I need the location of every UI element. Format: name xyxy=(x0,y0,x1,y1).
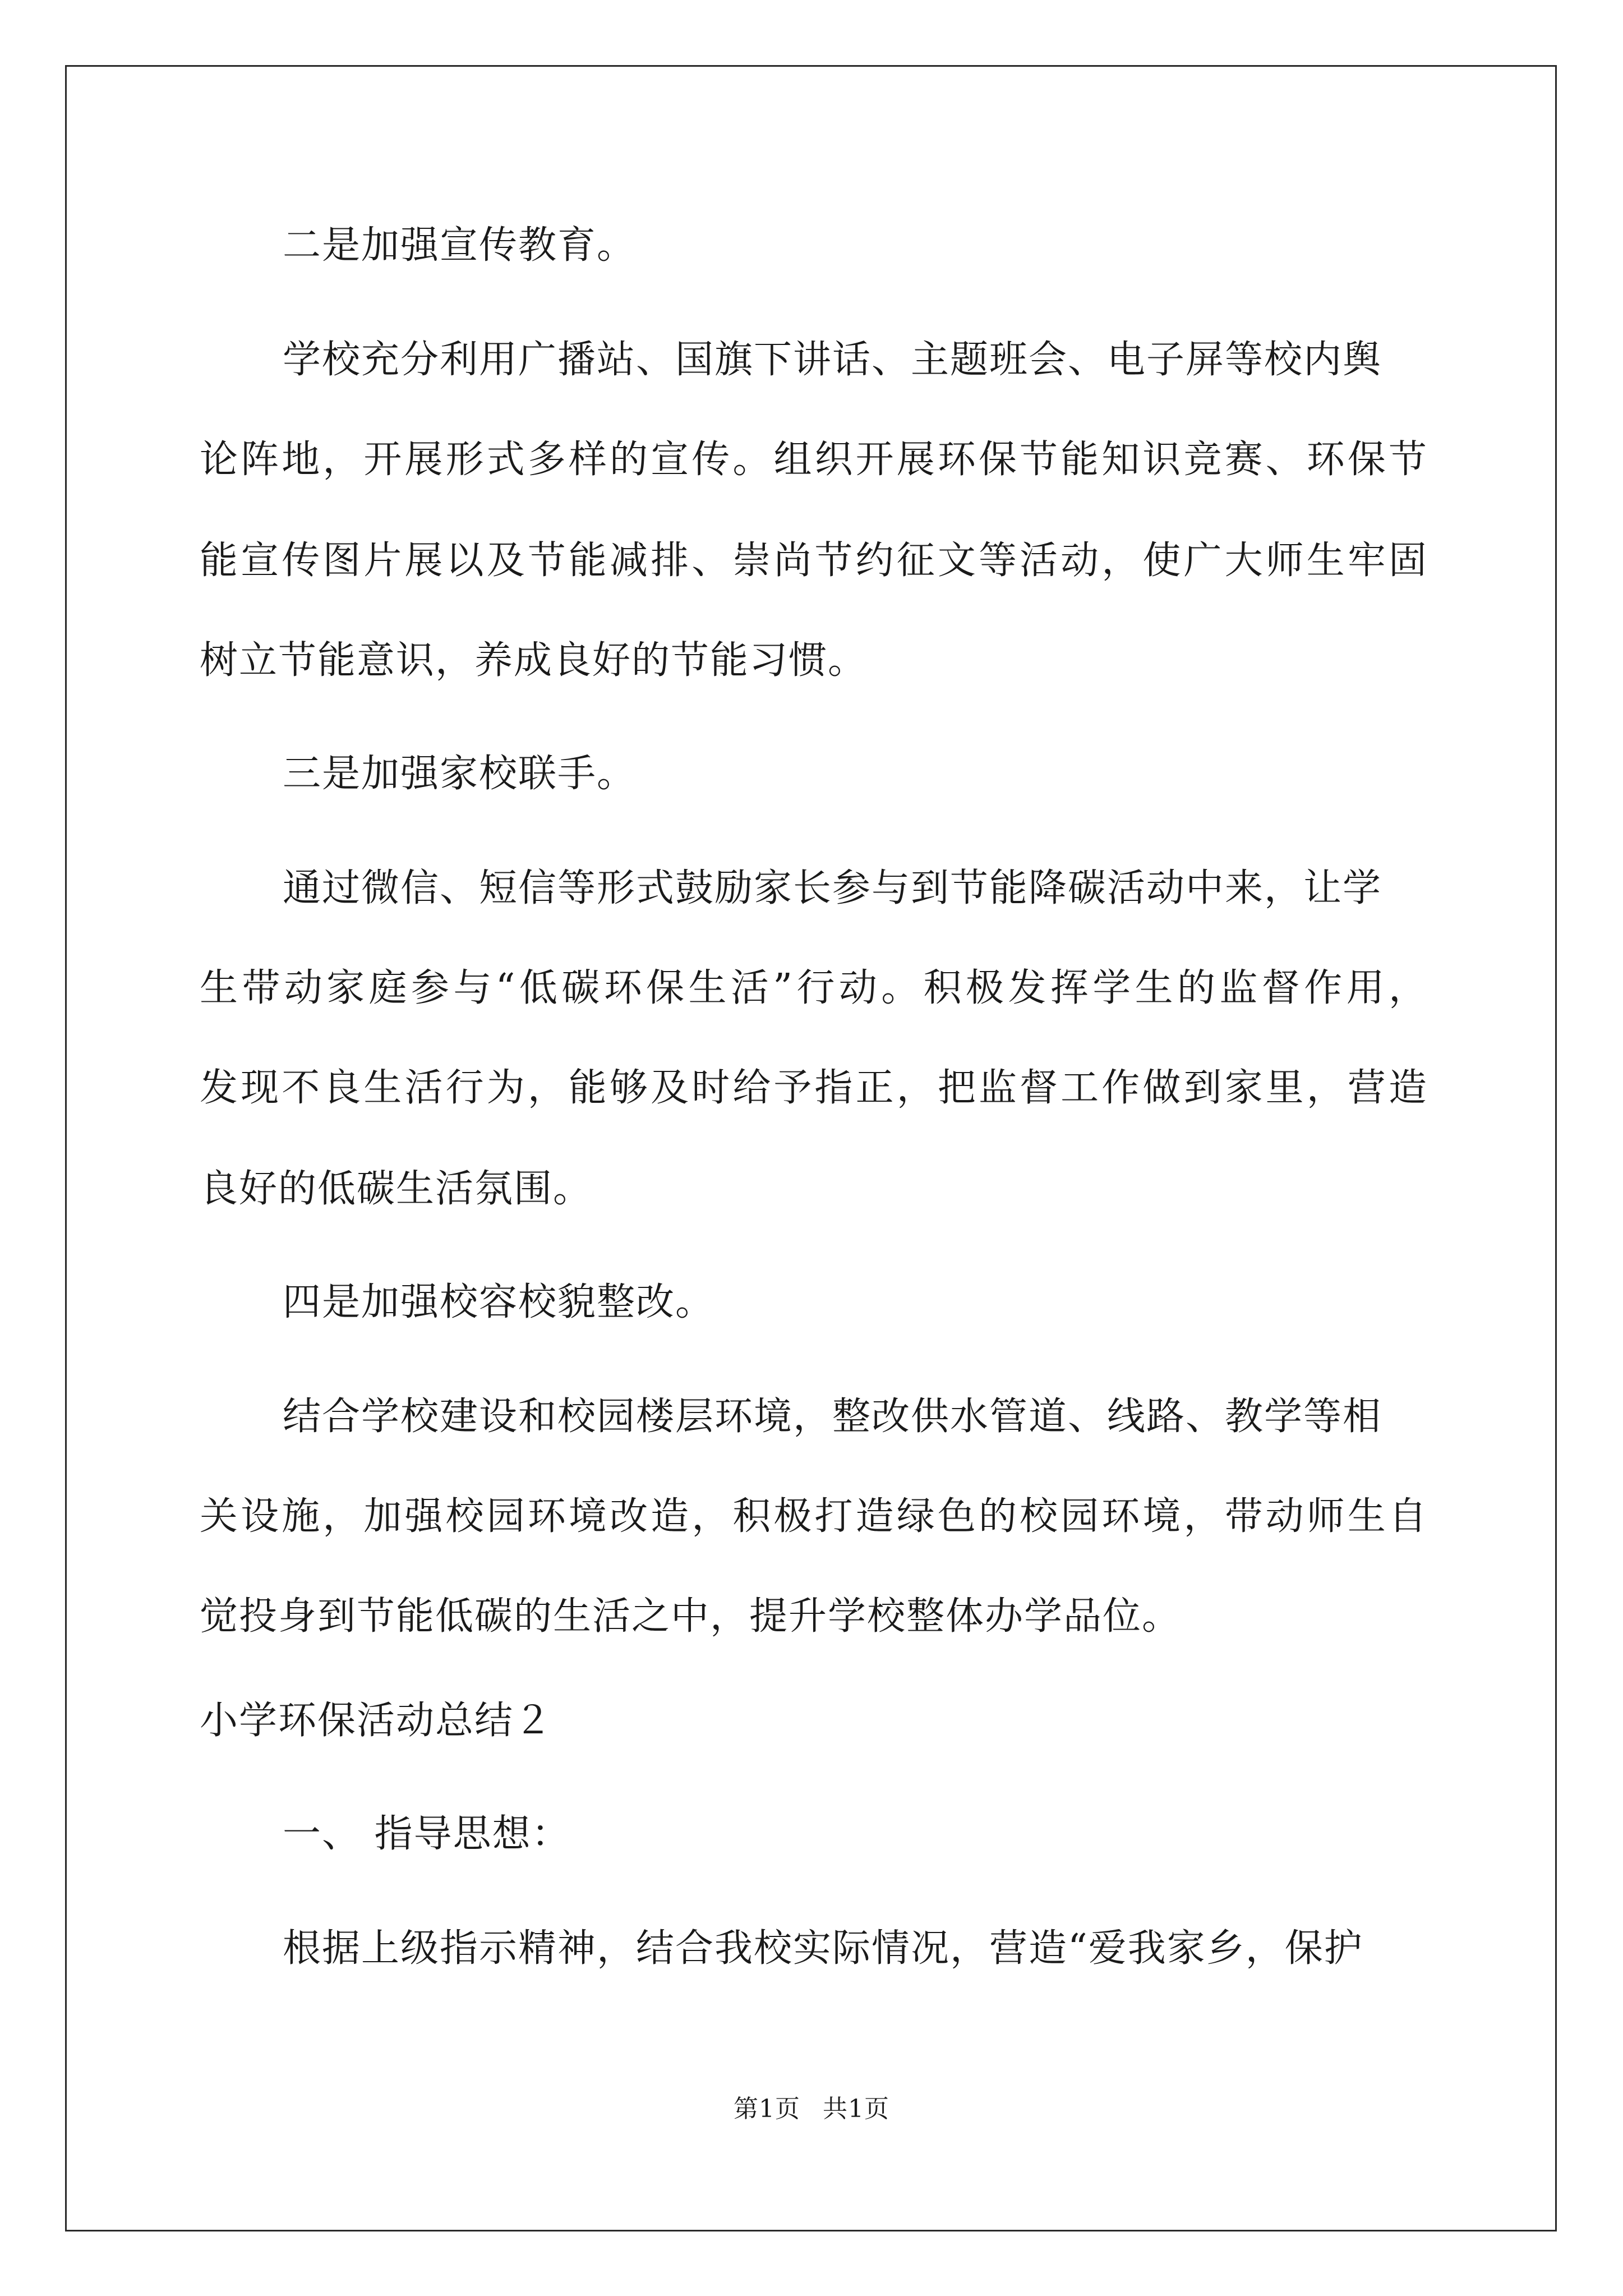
paragraph-heading-3: 三是加强家校联手。 xyxy=(283,752,637,796)
paragraph-line: 能宣传图片展以及节能减排、崇尚节约征文等活动，使广大师生牢固 xyxy=(200,539,1428,583)
paragraph-line: 根据上级指示精神，结合我校实际情况，营造“爱我家乡，保护 xyxy=(283,1926,1363,1971)
paragraph-line: 结合学校建设和校园楼层环境，整改供水管道、线路、教学等相 xyxy=(283,1395,1382,1439)
paragraph-line: 学校充分利用广播站、国旗下讲话、主题班会、电子屏等校内舆 xyxy=(283,338,1382,382)
section-title: 小学环保活动总结２ xyxy=(200,1699,554,1743)
paragraph-line: 觉投身到节能低碳的生活之中，提升学校整体办学品位。 xyxy=(200,1594,1182,1639)
paragraph-line: 论阵地，开展形式多样的宣传。组织开展环保节能知识竞赛、环保节 xyxy=(200,438,1428,482)
page-border xyxy=(65,65,1557,2231)
paragraph-line: 关设施，加强校园环境改造，积极打造绿色的校园环境，带动师生自 xyxy=(200,1494,1428,1539)
page-footer xyxy=(0,2093,1623,2125)
page-total: 共1页 xyxy=(823,2095,889,2123)
paragraph-line: 生带动家庭参与“低碳环保生活”行动。积极发挥学生的监督作用， xyxy=(200,966,1428,1010)
paragraph-line: 良好的低碳生活氛围。 xyxy=(200,1167,593,1211)
paragraph-line: 发现不良生活行为，能够及时给予指正，把监督工作做到家里，营造 xyxy=(200,1066,1428,1110)
paragraph-heading-2: 二是加强宣传教育。 xyxy=(283,223,637,268)
subsection-heading: 一、 指导思想： xyxy=(283,1812,571,1856)
paragraph-heading-4: 四是加强校容校貌整改。 xyxy=(283,1280,715,1324)
page-number: 第1页 xyxy=(734,2095,800,2123)
paragraph-line: 树立节能意识，养成良好的节能习惯。 xyxy=(200,638,868,683)
paragraph-line: 通过微信、短信等形式鼓励家长参与到节能降碳活动中来，让学 xyxy=(283,866,1382,910)
